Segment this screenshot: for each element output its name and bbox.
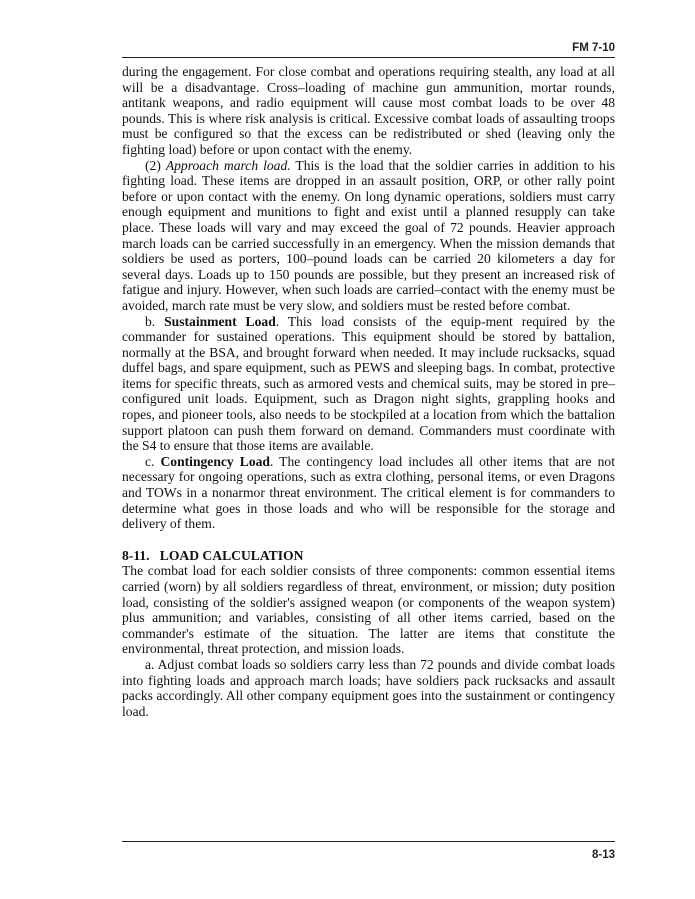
page-body: [122, 64, 615, 719]
paragraph-adjust-loads: a. Adjust combat loads so soldiers carry less than 72 pounds and divide combat loads into fighting loads and approach march loads; have soldiers pack rucksacks and assault packs accordingly. All other company equipment goes into the sustainment or contingency load.: [122, 656, 615, 719]
paragraph-marker: (2): [145, 157, 166, 173]
paragraph-title: Contingency Load: [160, 453, 270, 469]
paragraph-contingency-load: [122, 454, 615, 532]
paragraph-text: . This load consists of the equip-ment required by the commander for sustained operations. This equipment should be stored by battalion, normally at the BSA, and brought forward when needed. It may include rucksacks, squad duffel bags, and spare equipment, such as PEWS and sleeping bags. In combat, protective items for specific threats, such as armored vests and chemical suits, may be stored in pre–configured unit loads. Equipment, such as Dragon night sights, grappling hooks and ropes, and pioneer tools, also needs to be stockpiled at a location from which the battalion support platoon can push them forward on demand. Commanders must coordinate with the S4 to ensure that those items are available.: [122, 313, 615, 454]
header-rule: [122, 57, 615, 58]
paragraph-continuation: during the engagement. For close combat and operations requiring stealth, any load at all will be a disadvantage. Cross–loading of machine gun ammunition, mortar rounds, antitank weapons, and radio equipment will cause most combat loads to be over 48 pounds. This is where risk analysis is critical. Excessive combat loads of assaulting troops must be configured so that the excess can be redistributed or shed (leaving only the fighting load) before or upon contact with the enemy.: [122, 64, 615, 157]
page-number: 8-13: [591, 849, 615, 861]
section-heading: 8-11. LOAD CALCULATION: [122, 547, 304, 563]
paragraph-load-calculation: The combat load for each soldier consists of three components: common essential items carried (worn) by all soldiers regardless of threat, environment, or mission; duty position load, consisting of the soldier's assigned weapon (or components of the weapon system) plus ammunition; and variables, consisting of all other items carried, based on the commander's estimate of the situation. The latter are items that constitute the environmental, threat protection, and mission loads.: [122, 563, 615, 657]
paragraph-approach-march-load: [122, 158, 615, 314]
manual-id: FM 7-10: [572, 42, 615, 54]
paragraph-marker: c.: [145, 453, 161, 469]
paragraph-title: Sustainment Load: [164, 313, 276, 329]
paragraph-text: This is the load that the soldier carries in addition to his fighting load. These items are dropped in an assault position, ORP, or other rally point before or upon contact with the enemy. On long dynamic operations, soldiers must carry enough equipment and munitions to fight and exist until a planned resupply can take place. These loads will vary and may exceed the goal of 72 pounds. Heavier approach march loads can be carried successfully in an emergency. When the mission demands that soldiers be used as porters, 100–pound loads can be carried 20 kilometers a day for several days. Loads up to 150 pounds are possible, but they present an increased risk of fatigue and injury. However, when such loads are carried–contact with the enemy must be avoided, march rate must be very slow, and soldiers must be rested before combat.: [122, 157, 616, 313]
paragraph-sustainment-load: [122, 314, 615, 454]
paragraph-marker: b.: [145, 313, 165, 329]
paragraph-text: . The contingency load includes all other items that are not necessary for ongoing operations, such as extra clothing, personal items, or even Dragons and TOWs in a nonarmor threat environment. The critical element is for commanders to determine what goes in those loads and who will be responsible for the storage and delivery of them.: [122, 453, 615, 532]
footer-rule: [122, 841, 615, 842]
paragraph-title: Approach march load.: [165, 157, 291, 173]
